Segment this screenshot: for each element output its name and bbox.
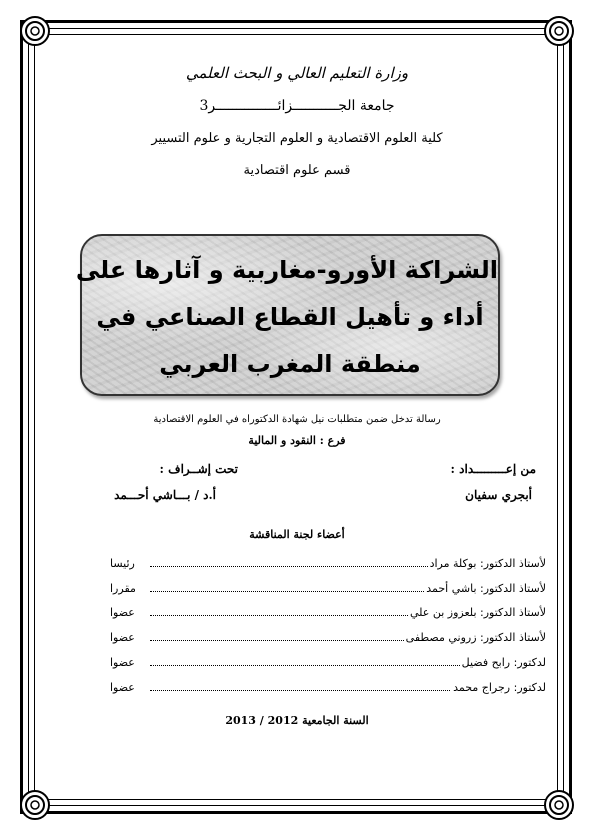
member-name: لدكتور: رابح فضيل — [461, 656, 546, 669]
member-name: لأستاذ الدكتور: زروني مصطفى — [405, 631, 546, 644]
member-name: لدكتور: رجراج محمد — [453, 681, 546, 694]
thesis-subtitle: رسالة تدخل ضمن متطلبات نيل شهادة الدكتوراه في العلوم الاقتصادية — [153, 414, 441, 425]
corner-ornament-icon — [542, 14, 576, 48]
faculty-name: كلية العلوم الاقتصادية و العلوم التجارية و علوم التسيير — [151, 131, 443, 146]
committee-member-row — [110, 631, 546, 647]
member-role: عضوا — [110, 656, 135, 669]
member-role: عضوا — [110, 631, 135, 644]
committee-member-row — [110, 557, 546, 573]
academic-year: السنة الجامعية 2012 / 2013 — [225, 714, 369, 727]
member-role: رئيسا — [110, 557, 135, 570]
corner-ornament-icon — [18, 788, 52, 822]
corner-ornament-icon — [542, 788, 576, 822]
committee-member-row — [110, 582, 546, 598]
thesis-title-line-3: منطقة المغرب العربي — [159, 350, 421, 378]
prepared-by-label: من إعـــــــــداد : — [450, 462, 536, 476]
corner-ornament-icon — [18, 14, 52, 48]
member-name: لأستاذ الدكتور: باشي أحمد — [426, 582, 546, 595]
committee-member-row — [110, 606, 546, 622]
member-role: عضوا — [110, 681, 135, 694]
committee-member-row — [110, 656, 546, 672]
department-name: قسم علوم اقتصادية — [243, 163, 351, 178]
university-name: جامعة الجـــــــــــزائـــــــــــــــر3 — [199, 98, 395, 114]
member-role: عضوا — [110, 606, 135, 619]
committee-member-row — [110, 681, 546, 697]
student-name: أبجري سفيان — [465, 488, 532, 502]
ministry-name: وزارة التعليم العالي و البحث العلمي — [185, 64, 409, 82]
supervised-by-label: تحت إشــراف : — [159, 462, 238, 476]
member-name: لأستاذ الدكتور: بوكلة مراد — [429, 557, 546, 570]
branch-label: فرع : النقود و المالية — [248, 434, 346, 447]
supervisor-name: أ.د / بـــاشي أحـــمد — [114, 488, 216, 502]
member-role: مقررا — [110, 582, 136, 595]
thesis-title-line-1: الشراكة الأورو-مغاربية و آثارها على — [75, 256, 498, 284]
member-name: لأستاذ الدكتور: بلعزوز بن علي — [410, 606, 546, 619]
thesis-title-line-2: أداء و تأهيل القطاع الصناعي في — [96, 303, 484, 331]
committee-title: أعضاء لجنة المناقشة — [249, 528, 345, 541]
thesis-title-box — [75, 234, 500, 396]
